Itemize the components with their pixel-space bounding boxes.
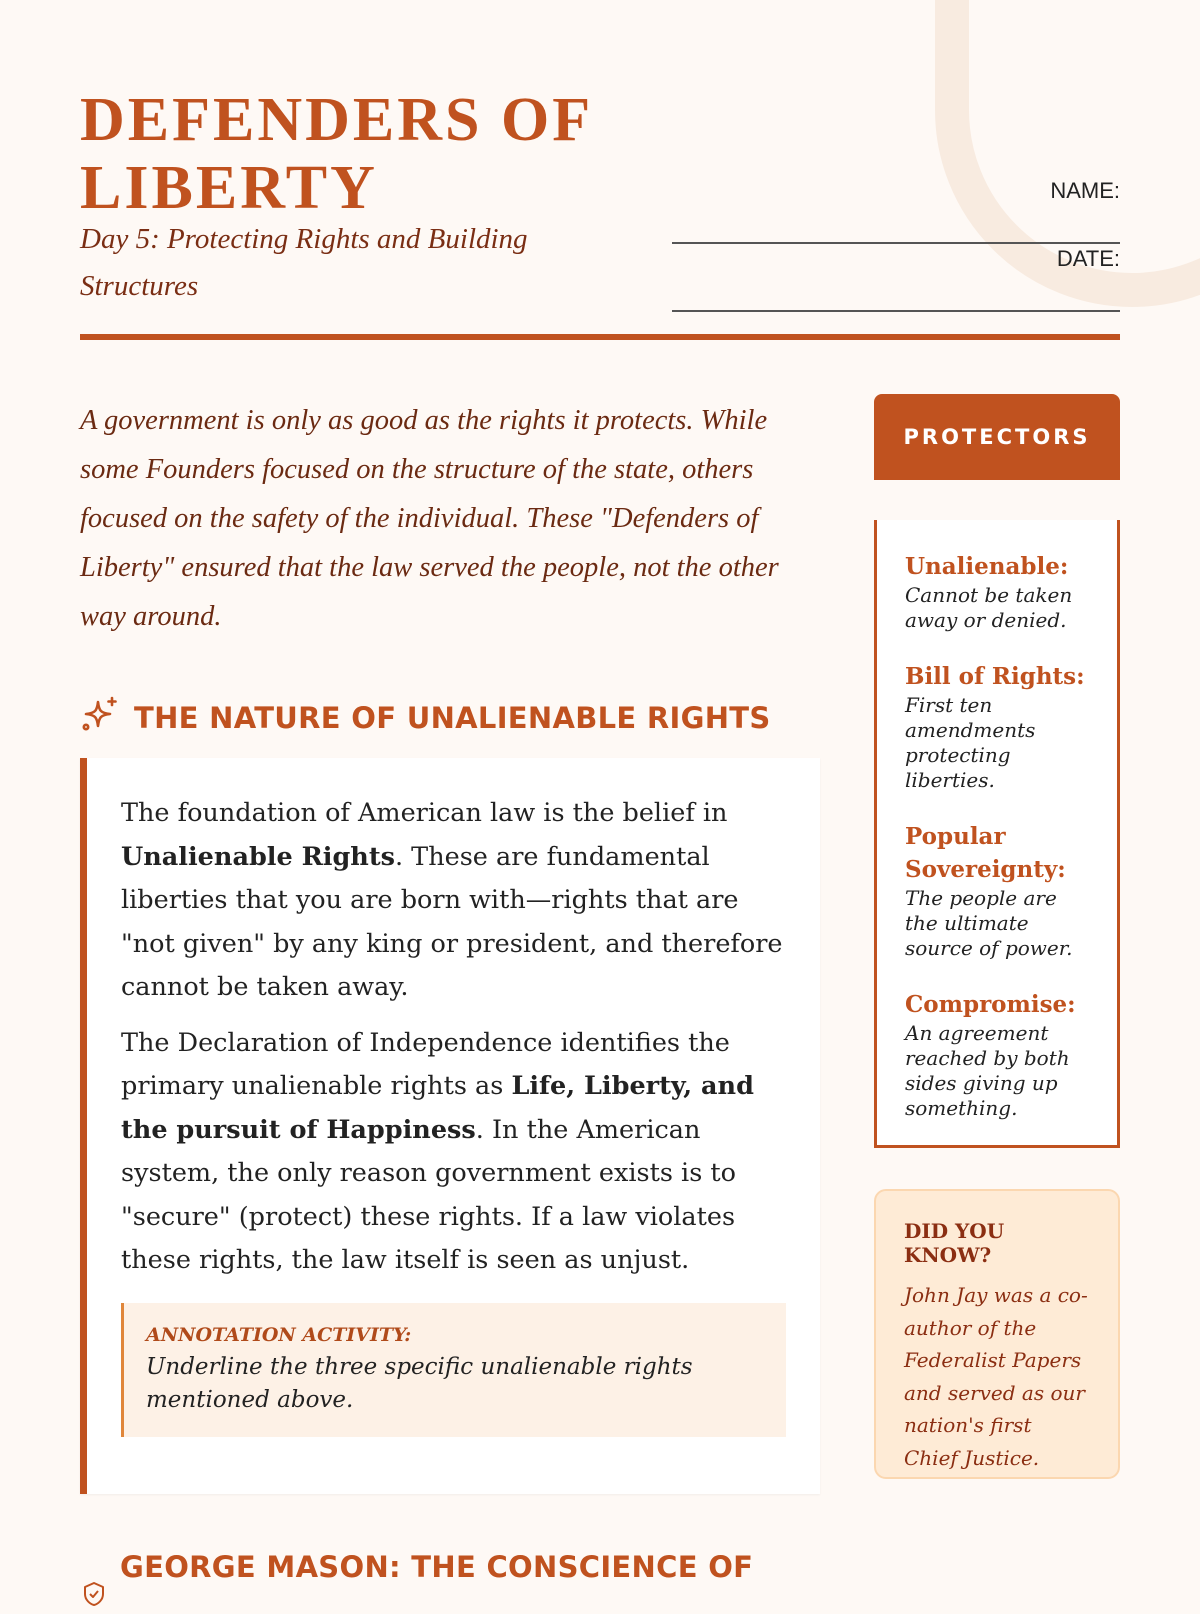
glossary-definition: An agreement reached by both sides giving up something.	[905, 1021, 1070, 1120]
date-field[interactable]	[672, 244, 1120, 312]
bold-term: Unalienable Rights	[121, 841, 395, 872]
text: The Declaration of Independence identifies the primary unalienable rights as	[121, 1027, 730, 1101]
text: The foundation of American law is the belief in	[121, 798, 728, 828]
student-fields	[672, 176, 1120, 312]
glossary-definition: First ten amendments protecting liberties.	[905, 693, 1036, 792]
glossary-item	[905, 988, 1089, 1121]
shield-check-icon	[82, 1580, 106, 1614]
sparkles-icon	[80, 694, 120, 741]
page-subtitle: Day 5: Protecting Rights and Building Structures	[80, 223, 528, 302]
page-title: DEFENDERS OF LIBERTY	[80, 86, 591, 222]
name-label: NAME:	[1050, 178, 1120, 203]
glossary-term: Popular Sovereignty:	[905, 823, 1066, 883]
did-you-know-text: John Jay was a co-author of the Federalist Papers and served as our nation's first Chief Justice.	[904, 1283, 1088, 1470]
glossary-term: Bill of Rights:	[905, 663, 1085, 690]
glossary-item	[905, 820, 1089, 961]
annotation-activity	[121, 1303, 786, 1437]
date-label: DATE:	[1056, 246, 1120, 271]
section-heading-mason	[82, 1550, 827, 1614]
rights-content-card	[80, 758, 820, 1494]
glossary-item	[905, 550, 1089, 633]
sidebar-header: PROTECTORS	[874, 394, 1120, 480]
glossary-item	[905, 660, 1089, 793]
glossary-definition: The people are the ultimate source of power.	[905, 886, 1073, 960]
annotation-text: Underline the three specific unalienable rights mentioned above.	[146, 1353, 693, 1413]
text: . In the American system, the only reason government exists is to "secure" (protect) these rights. If a law violates these rights, the law itself is seen as unjust.	[121, 1114, 737, 1275]
glossary-term: Unalienable:	[905, 553, 1069, 580]
name-field[interactable]	[672, 176, 1120, 244]
glossary-term: Compromise:	[905, 991, 1076, 1018]
section-heading-text: THE NATURE OF UNALIENABLE RIGHTS	[134, 700, 771, 735]
annotation-label: ANNOTATION ACTIVITY:	[146, 1323, 412, 1346]
header-divider	[80, 334, 1120, 340]
rights-paragraph-2	[121, 1022, 786, 1283]
section-heading-rights	[80, 694, 825, 741]
intro-paragraph: A government is only as good as the rights it protects. While some Founders focused on the structure of the state, others focused on the safety of the individual. These "Defenders of Liberty" ensured that the law served the people, not the other way around.	[80, 405, 779, 632]
glossary-definition: Cannot be taken away or denied.	[905, 583, 1073, 632]
did-you-know-callout	[874, 1189, 1120, 1479]
glossary-box	[874, 520, 1120, 1148]
section-heading-text: GEORGE MASON: THE CONSCIENCE OF	[120, 1550, 754, 1584]
rights-paragraph-1	[121, 792, 786, 1010]
bold-term: Life, Liberty, and the pursuit of Happiness	[121, 1071, 754, 1145]
text: . These are fundamental liberties that you are born with—rights that are "not given" by any king or president, and therefore cannot be taken away.	[121, 841, 783, 1002]
did-you-know-label: DID YOU KNOW?	[904, 1219, 1005, 1267]
